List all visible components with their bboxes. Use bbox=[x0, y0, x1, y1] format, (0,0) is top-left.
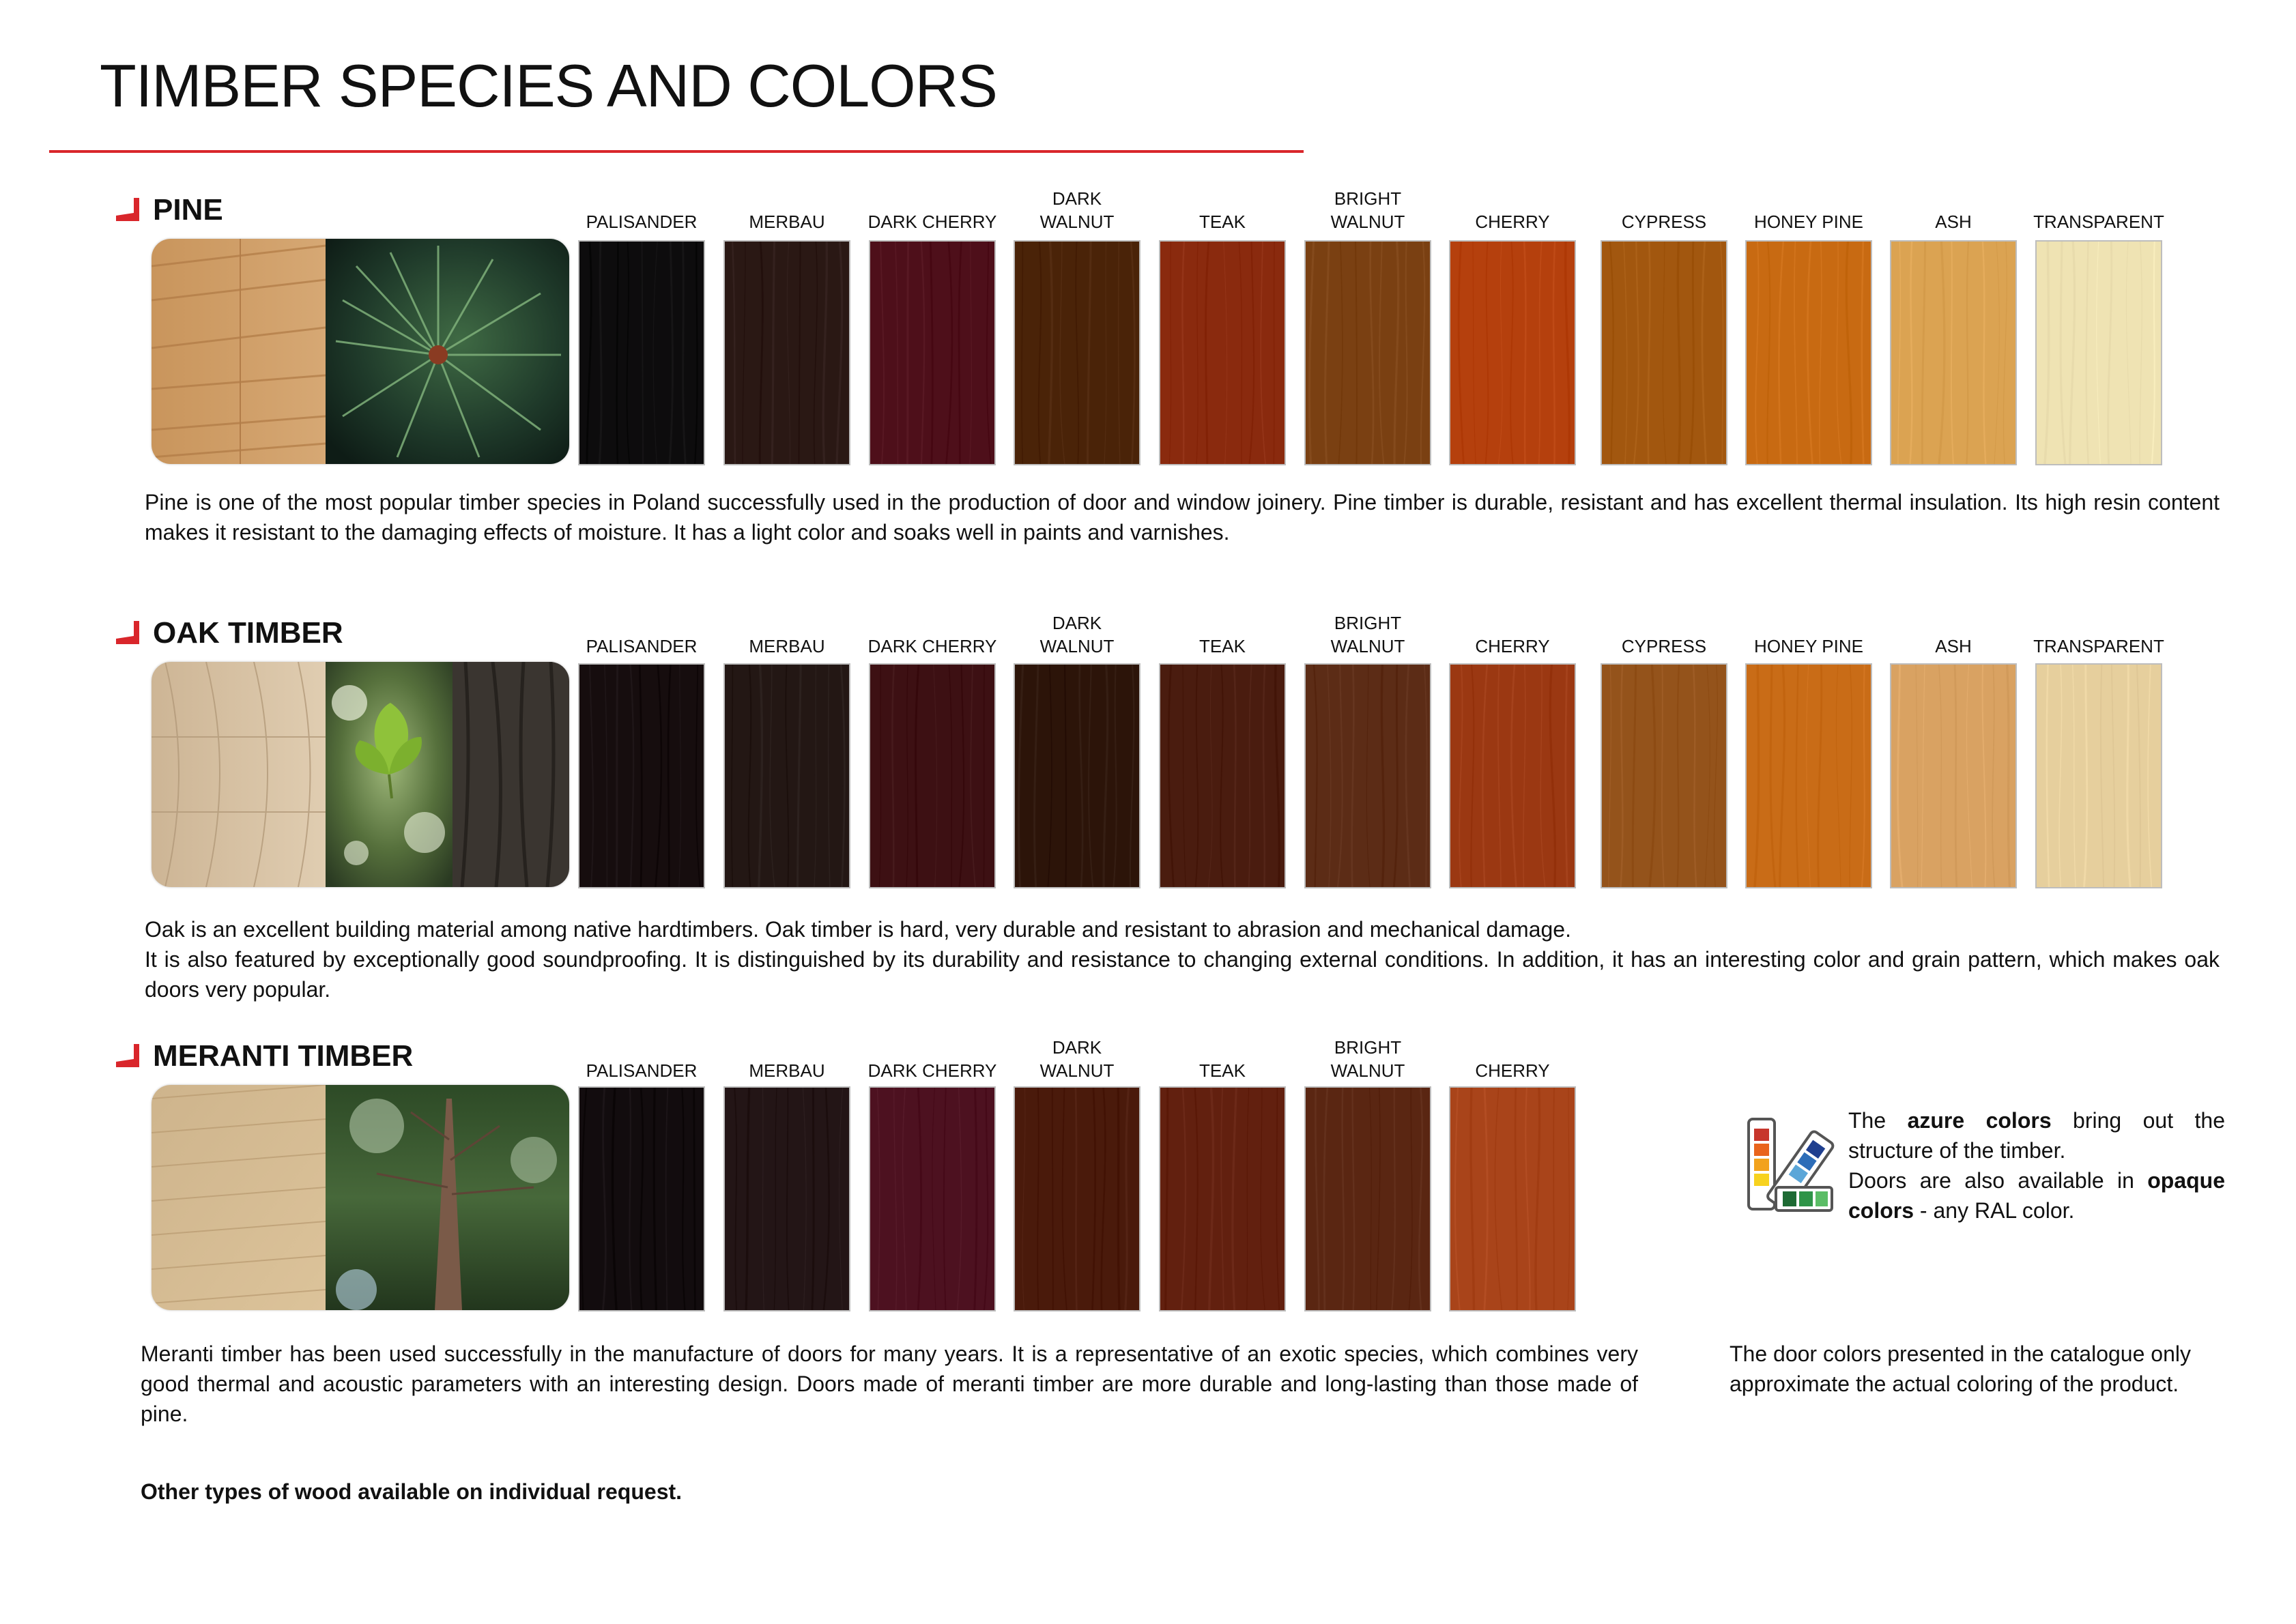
color-swatch[interactable] bbox=[1304, 1086, 1431, 1311]
section-marker-icon bbox=[116, 621, 139, 644]
pine-description bbox=[145, 487, 2220, 547]
swatch-label: TEAK bbox=[1199, 212, 1246, 232]
swatch-label: CHERRY bbox=[1475, 1060, 1550, 1081]
color-swatch[interactable] bbox=[1745, 240, 1872, 465]
color-swatch[interactable] bbox=[869, 1086, 996, 1311]
section-title-oak: OAK TIMBER bbox=[153, 616, 343, 650]
swatch-label: DARK WALNUT bbox=[1039, 613, 1115, 656]
oak-description bbox=[145, 914, 2220, 1004]
swatch-label: MERBAU bbox=[749, 1060, 825, 1081]
color-swatch[interactable] bbox=[869, 663, 996, 888]
meranti-hero-image bbox=[152, 1085, 569, 1310]
swatch-label: TEAK bbox=[1199, 636, 1246, 656]
title-underline bbox=[49, 150, 1304, 153]
color-swatch[interactable] bbox=[723, 1086, 850, 1311]
color-swatch[interactable] bbox=[578, 663, 705, 888]
color-swatch[interactable] bbox=[1304, 240, 1431, 465]
opaque-colors-note: Doors are also available in opaque colors - any RAL color. bbox=[1848, 1168, 2225, 1223]
section-title-meranti: MERANTI TIMBER bbox=[153, 1039, 414, 1073]
color-swatch[interactable] bbox=[578, 240, 705, 465]
color-swatch[interactable] bbox=[1890, 240, 2017, 465]
section-marker-icon bbox=[116, 1044, 139, 1067]
swatch-label: BRIGHT WALNUT bbox=[1330, 613, 1405, 656]
color-swatch[interactable] bbox=[1745, 663, 1872, 888]
swatch-label: CYPRESS bbox=[1621, 636, 1707, 656]
meranti-description bbox=[141, 1339, 1638, 1429]
oak-hero-image bbox=[152, 662, 569, 887]
color-swatch[interactable] bbox=[1159, 663, 1286, 888]
color-swatch[interactable] bbox=[1449, 1086, 1576, 1311]
swatch-label: CHERRY bbox=[1475, 212, 1550, 232]
color-swatch[interactable] bbox=[1159, 1086, 1286, 1311]
swatch-label: MERBAU bbox=[749, 636, 825, 656]
color-swatch[interactable] bbox=[1449, 240, 1576, 465]
color-swatch[interactable] bbox=[1890, 663, 2017, 888]
swatch-label: PALISANDER bbox=[586, 636, 698, 656]
color-swatch[interactable] bbox=[2035, 663, 2162, 888]
color-swatch[interactable] bbox=[1014, 240, 1140, 465]
color-disclaimer: The door colors presented in the catalogue only approximate the actual coloring of the product. bbox=[1730, 1342, 2191, 1396]
swatch-label: HONEY PINE bbox=[1754, 636, 1863, 656]
color-swatch[interactable] bbox=[1014, 1086, 1140, 1311]
oak-description-line-2: It is also featured by exceptionally good soundproofing. It is distinguished by its durability and resistance to changing external conditions. In addition, it has an interesting color and grain pattern, which makes oak doors very popular. bbox=[145, 947, 2220, 1002]
color-palette-icon bbox=[1745, 1114, 1835, 1217]
oak-description-line-1: Oak is an excellent building material among native hardtimbers. Oak timber is hard, very durable and resistant to abrasion and mechanical damage. bbox=[145, 917, 1571, 942]
swatch-label: ASH bbox=[1935, 212, 1972, 232]
swatch-label: HONEY PINE bbox=[1754, 212, 1863, 232]
pine-description-text: Pine is one of the most popular timber species in Poland successfully used in the production of door and window joinery. Pine timber is durable, resistant and has excellent thermal insulation. Its high resin content makes it resistant to the damaging effects of moisture. It has a light color and soaks well in paints and varnishes. bbox=[145, 490, 2220, 545]
color-swatch[interactable] bbox=[1014, 663, 1140, 888]
color-swatch[interactable] bbox=[1449, 663, 1576, 888]
azure-colors-note: The azure colors bring out the structure of the timber. bbox=[1848, 1108, 2225, 1163]
swatch-label: TRANSPARENT bbox=[2033, 212, 2164, 232]
section-marker-icon bbox=[116, 198, 139, 221]
color-swatch[interactable] bbox=[869, 240, 996, 465]
swatch-label: TRANSPARENT bbox=[2033, 636, 2164, 656]
swatch-label: BRIGHT WALNUT bbox=[1330, 1037, 1405, 1081]
swatch-label: PALISANDER bbox=[586, 1060, 698, 1081]
color-swatch[interactable] bbox=[723, 663, 850, 888]
color-swatch[interactable] bbox=[1601, 240, 1727, 465]
swatch-label: PALISANDER bbox=[586, 212, 698, 232]
color-swatch[interactable] bbox=[1159, 240, 1286, 465]
page-title: TIMBER SPECIES AND COLORS bbox=[100, 52, 997, 119]
swatch-label: DARK CHERRY bbox=[867, 636, 997, 656]
swatch-label: CHERRY bbox=[1475, 636, 1550, 656]
meranti-description-text: Meranti timber has been used successfully in the manufacture of doors for many years. It is a representative of an exotic species, which combines very good thermal and acoustic parameters with an interesting design. Doors made of meranti timber are more durable and long-lasting than those made of pine. bbox=[141, 1342, 1638, 1426]
color-swatch[interactable] bbox=[723, 240, 850, 465]
swatch-label: DARK WALNUT bbox=[1039, 1037, 1115, 1081]
swatch-label: CYPRESS bbox=[1621, 212, 1707, 232]
color-swatch[interactable] bbox=[2035, 240, 2162, 465]
swatch-label: DARK WALNUT bbox=[1039, 188, 1115, 232]
swatch-label: DARK CHERRY bbox=[867, 212, 997, 232]
swatch-label: ASH bbox=[1935, 636, 1972, 656]
pine-hero-image bbox=[152, 239, 569, 464]
color-swatch[interactable] bbox=[1304, 663, 1431, 888]
swatch-label: MERBAU bbox=[749, 212, 825, 232]
finish-info-text bbox=[1848, 1105, 2225, 1226]
color-swatch[interactable] bbox=[1601, 663, 1727, 888]
section-title-pine: PINE bbox=[153, 193, 223, 227]
color-swatch[interactable] bbox=[578, 1086, 705, 1311]
swatch-label: DARK CHERRY bbox=[867, 1060, 997, 1081]
swatch-label: TEAK bbox=[1199, 1060, 1246, 1081]
other-woods-note: Other types of wood available on individual request. bbox=[141, 1479, 683, 1504]
swatch-label: BRIGHT WALNUT bbox=[1330, 188, 1405, 232]
